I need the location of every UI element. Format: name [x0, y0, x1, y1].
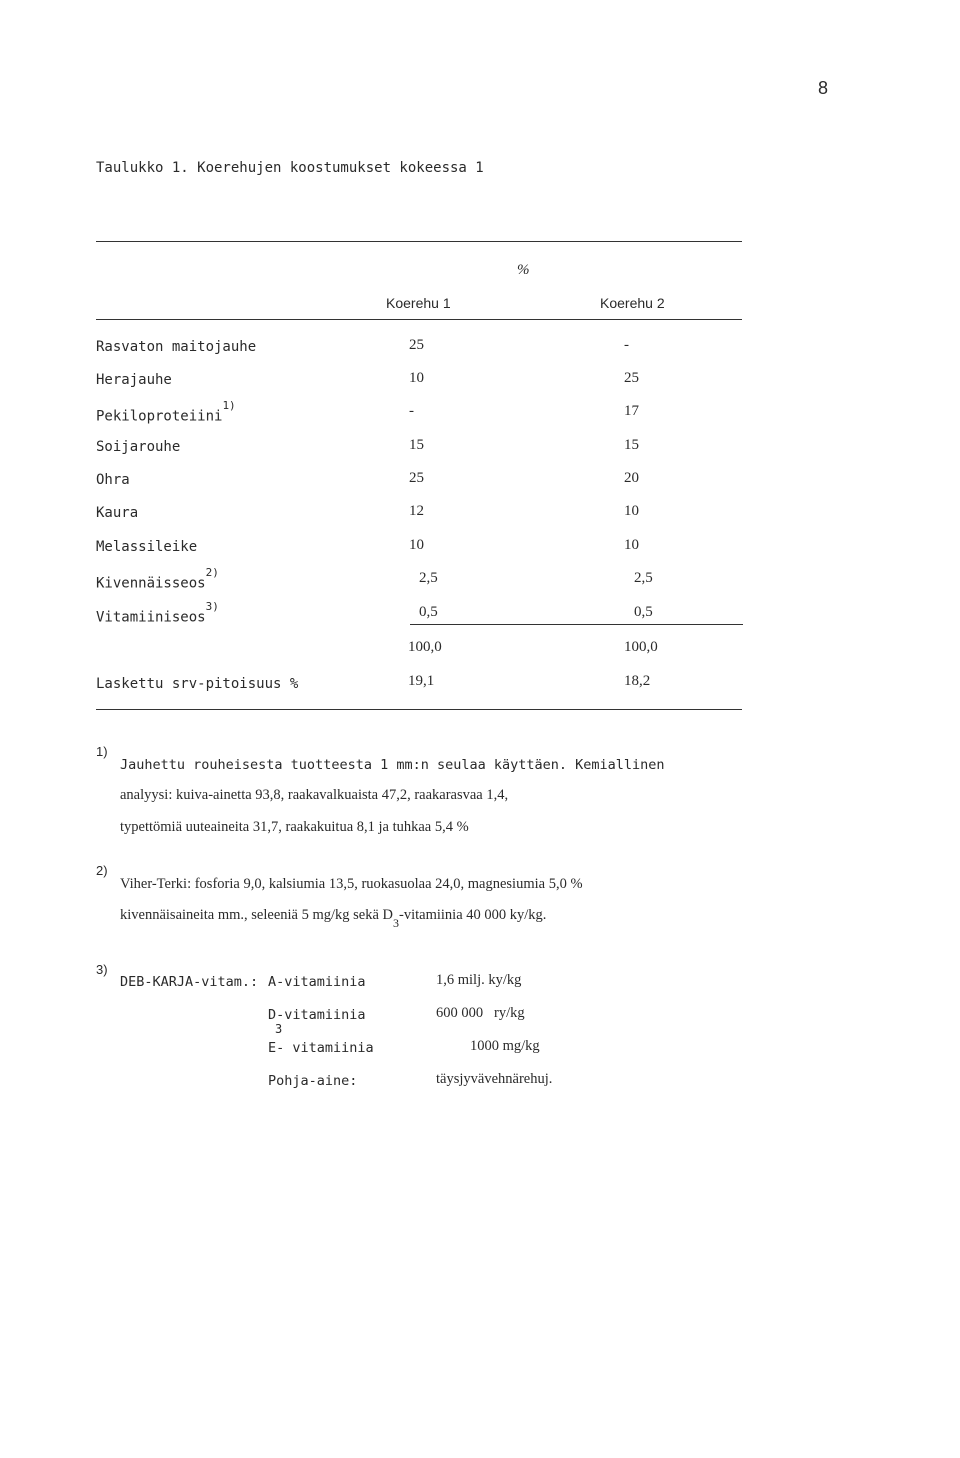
cell-koerehu-2: 2,5: [634, 570, 653, 586]
table-top-rule: [96, 241, 742, 242]
cell-koerehu-2: -: [624, 337, 629, 353]
row-label: [96, 472, 130, 488]
footnote-ref: 3): [205, 600, 219, 613]
cell-koerehu-1: 25: [409, 470, 424, 486]
cell-koerehu-2: 17: [624, 403, 639, 419]
row-label: [96, 539, 197, 555]
footnote-text-part: kivennäisaineita mm., seleeniä 5 mg/kg sekä D: [120, 907, 394, 923]
subtotal-rule: [410, 624, 743, 625]
cell-koerehu-2: 0,5: [634, 604, 653, 620]
vitamin-label: E- vitamiinia: [268, 1040, 374, 1056]
row-label: [96, 566, 219, 592]
footnote-ref: 1): [222, 399, 236, 412]
total-koerehu-2: 100,0: [624, 639, 658, 655]
page-number: 8: [818, 78, 829, 98]
row-label-text: Melassileike: [96, 539, 198, 555]
cell-koerehu-2: 10: [624, 537, 639, 553]
calc-koerehu-2: 18,2: [624, 673, 651, 689]
cell-koerehu-1: 0,5: [419, 604, 438, 620]
row-label: [96, 505, 138, 521]
column-header-koerehu-2: Koerehu 2: [600, 295, 665, 311]
row-label: [96, 339, 256, 355]
cell-koerehu-1: 25: [409, 337, 424, 353]
vitamin-mix-name: DEB-KARJA-vitam.:: [120, 974, 259, 990]
row-label-text: Vitamiiniseos: [96, 609, 206, 626]
footnote-mark: 2): [96, 863, 108, 878]
row-label-text: Rasvaton maitojauhe: [96, 339, 257, 355]
footnote-ref: 2): [205, 566, 219, 579]
row-label-text: Kaura: [96, 505, 139, 521]
cell-koerehu-1: 2,5: [419, 570, 438, 586]
subscript: 3: [275, 1022, 283, 1036]
footnote-text: Jauhettu rouheisesta tuotteesta 1 mm:n seulaa käyttäen. Kemiallinen: [120, 757, 665, 773]
footnote-mark: 1): [96, 744, 108, 759]
row-label-text: Ohra: [96, 472, 130, 488]
row-label: [96, 372, 172, 388]
vitamin-value: 1,6 milj. ky/kg: [436, 972, 522, 988]
table-bottom-rule: [96, 709, 742, 710]
footnote-text: [120, 907, 547, 930]
cell-koerehu-2: 15: [624, 437, 639, 453]
cell-koerehu-2: 20: [624, 470, 639, 486]
subscript: 3: [393, 915, 400, 930]
row-label-text: Pekiloproteiini: [96, 408, 223, 425]
footnote-mark: 3): [96, 962, 108, 977]
cell-koerehu-2: 25: [624, 370, 639, 386]
vitamin-label: A-vitamiinia: [268, 974, 366, 990]
vitamin-label: Pohja-aine:: [268, 1073, 358, 1089]
row-label: [96, 439, 180, 455]
row-label: [96, 399, 236, 425]
footnote-text: analyysi: kuiva-ainetta 93,8, raakavalkuaista 47,2, raakarasvaa 1,4,: [120, 787, 509, 803]
cell-koerehu-1: -: [409, 403, 414, 419]
cell-koerehu-1: 15: [409, 437, 424, 453]
footnote-text-part: -vitamiinia 40 000 ky/kg.: [399, 907, 547, 923]
header-rule: [96, 319, 742, 320]
calc-label: Laskettu srv-pitoisuus %: [96, 676, 299, 692]
footnote-text: typettömiä uuteaineita 31,7, raakakuitua 8,1 ja tuhkaa 5,4 %: [120, 819, 469, 835]
cell-koerehu-2: 10: [624, 503, 639, 519]
cell-koerehu-1: 10: [409, 537, 424, 553]
row-label: [96, 600, 219, 626]
cell-koerehu-1: 10: [409, 370, 424, 386]
vitamin-label: D-vitamiinia: [268, 1007, 366, 1023]
percent-symbol: %: [517, 262, 530, 278]
column-header-koerehu-1: Koerehu 1: [386, 295, 451, 311]
table-title: Taulukko 1. Koerehujen koostumukset kokeessa 1: [96, 160, 484, 176]
row-label-text: Soijarouhe: [96, 439, 181, 455]
row-label-text: Herajauhe: [96, 372, 172, 388]
calc-koerehu-1: 19,1: [408, 673, 435, 689]
vitamin-value: 1000 mg/kg: [470, 1038, 540, 1054]
cell-koerehu-1: 12: [409, 503, 424, 519]
total-koerehu-1: 100,0: [408, 639, 442, 655]
vitamin-value: 600 000 ry/kg: [436, 1005, 525, 1021]
vitamin-value: täysjyvävehnärehuj.: [436, 1071, 553, 1087]
footnote-text: Viher-Terki: fosforia 9,0, kalsiumia 13,5, ruokasuolaa 24,0, magnesiumia 5,0 %: [120, 876, 583, 892]
row-label-text: Kivennäisseos: [96, 575, 206, 592]
